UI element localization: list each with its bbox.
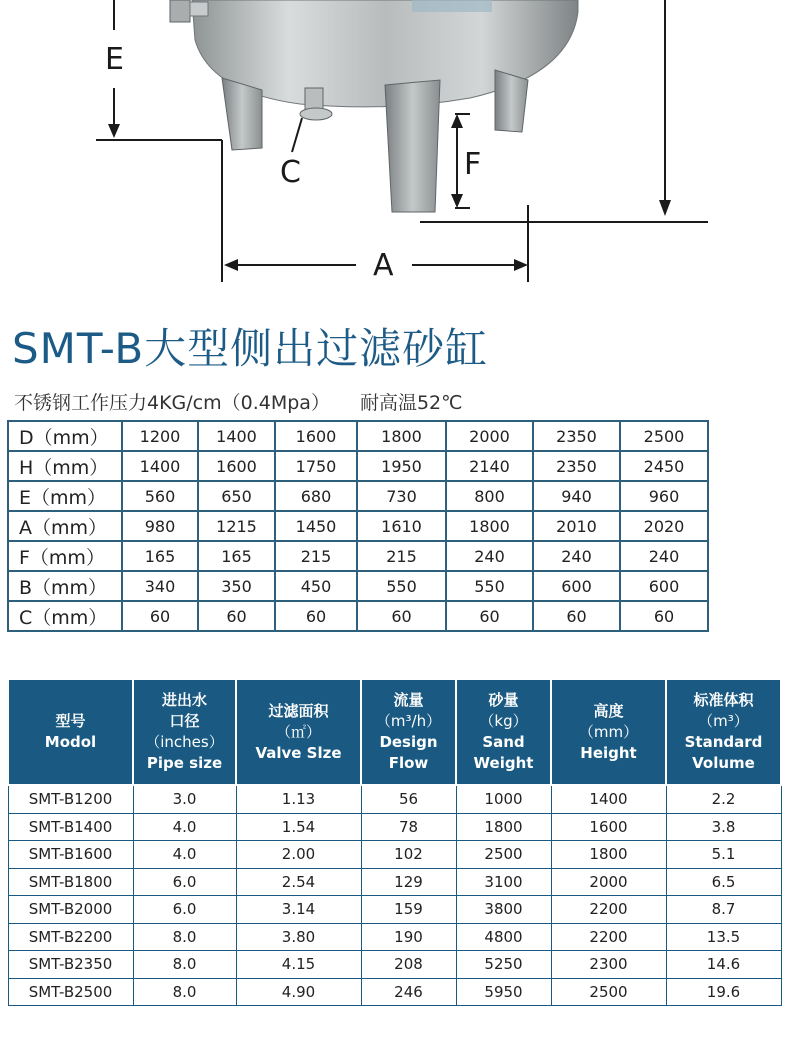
dimension-cell: 1215 [198,511,275,541]
spec-cell: 1800 [551,841,666,869]
dimension-cell: 1610 [357,511,446,541]
dimension-cell: 550 [446,571,533,601]
header-english-label: Valve Slze [255,743,342,762]
dimension-cell: 730 [357,481,446,511]
dimension-cell: 1400 [198,421,275,451]
header-english-label: Design [379,733,438,751]
spec-header-cell [551,679,666,785]
header-english-label: Standard [684,733,763,751]
dimension-label-f: F [464,147,482,182]
spec-row [8,813,781,841]
spec-row [8,951,781,979]
header-unit-label: （m³） [698,712,749,730]
dimension-cell: 2000 [446,421,533,451]
header-chinese-label: 高度 [593,701,624,720]
header-english-label: Pipe size [146,754,223,772]
dimension-cell: 350 [198,571,275,601]
dimension-cell: 1800 [357,421,446,451]
spec-cell: 4.0 [133,813,236,841]
spec-row [8,896,781,924]
spec-cell: 5.1 [666,841,781,869]
header-chinese-label: 砂量 [488,691,519,709]
dimension-cell: 1950 [357,451,446,481]
spec-cell: 208 [361,951,456,979]
dimension-cell: 2010 [533,511,620,541]
spec-cell: 1000 [456,785,551,813]
spec-cell: 2500 [456,841,551,869]
spec-cell: 8.0 [133,923,236,951]
dimension-cell: 2350 [533,451,620,481]
model-cell: SMT-B2000 [8,896,133,924]
spec-cell: 2.2 [666,785,781,813]
spec-cell: 1600 [551,813,666,841]
header-english-label: Height [580,743,637,762]
spec-cell: 2200 [551,923,666,951]
dimension-row-label: D（mm） [8,421,122,451]
dimension-cell: 450 [275,571,357,601]
spec-cell: 2200 [551,896,666,924]
dimension-cell: 600 [533,571,620,601]
dimension-cell: 60 [357,601,446,631]
dimension-row-label: B（mm） [8,571,122,601]
dimensions-table [7,420,709,632]
dimension-cell: 1200 [122,421,198,451]
spec-cell: 3.80 [236,923,361,951]
header-english-label: Volume [692,754,755,772]
spec-header-cell [456,679,551,785]
dimension-cell: 1600 [275,421,357,451]
dimension-row-label: E（mm） [8,481,122,511]
dimension-cell: 240 [446,541,533,571]
spec-cell: 3.14 [236,896,361,924]
spec-row [8,868,781,896]
dimension-row [8,421,708,451]
header-chinese-label: 口径 [169,712,200,730]
spec-cell: 1.13 [236,785,361,813]
dimension-cell: 2350 [533,421,620,451]
spec-cell: 4.90 [236,978,361,1006]
header-english-label: Sand [482,733,525,751]
dimension-cell: 60 [533,601,620,631]
spec-row [8,841,781,869]
header-unit-label: （kg） [479,712,528,730]
dimension-row-label: C（mm） [8,601,122,631]
dimension-row [8,571,708,601]
dimension-row [8,481,708,511]
dimension-cell: 680 [275,481,357,511]
dimension-row [8,601,708,631]
dimension-cell: 1400 [122,451,198,481]
model-cell: SMT-B2350 [8,951,133,979]
dimension-cell: 165 [122,541,198,571]
spec-cell: 78 [361,813,456,841]
pressure-spec: 不锈钢工作压力4KG/cm（0.4Mpa） [14,392,330,414]
header-chinese-label: 进出水 [161,691,207,709]
dimension-label-e: E [105,42,124,77]
dimension-row [8,511,708,541]
spec-cell: 5250 [456,951,551,979]
spec-cell: 8.7 [666,896,781,924]
dimension-cell: 600 [620,571,708,601]
spec-cell: 1800 [456,813,551,841]
dimension-cell: 940 [533,481,620,511]
dimension-cell: 240 [620,541,708,571]
product-title: SMT-B大型侧出过滤砂缸 [12,324,489,373]
spec-cell: 159 [361,896,456,924]
spec-cell: 13.5 [666,923,781,951]
model-cell: SMT-B1200 [8,785,133,813]
spec-cell: 102 [361,841,456,869]
tank-diagram [0,0,786,300]
dimension-cell: 550 [357,571,446,601]
spec-cell: 3.8 [666,813,781,841]
dimension-row-label: F（mm） [8,541,122,571]
spec-cell: 2000 [551,868,666,896]
spec-cell: 8.0 [133,951,236,979]
model-cell: SMT-B1800 [8,868,133,896]
dimension-cell: 1450 [275,511,357,541]
spec-table [7,678,782,1006]
dimension-cell: 800 [446,481,533,511]
dimension-cell: 240 [533,541,620,571]
dimension-label-a: A [373,248,394,283]
spec-cell: 1400 [551,785,666,813]
model-cell: SMT-B2200 [8,923,133,951]
header-english-label: Weight [473,754,534,772]
spec-row [8,978,781,1006]
spec-cell: 4.15 [236,951,361,979]
spec-cell: 8.0 [133,978,236,1006]
dimension-cell: 165 [198,541,275,571]
header-chinese-label: 过滤面积 [268,701,329,720]
model-cell: SMT-B1600 [8,841,133,869]
spec-cell: 3800 [456,896,551,924]
dimension-cell: 340 [122,571,198,601]
dimension-row-label: H（mm） [8,451,122,481]
model-cell: SMT-B2500 [8,978,133,1006]
header-unit-label: （mm） [578,722,639,741]
spec-cell: 190 [361,923,456,951]
dimension-cell: 2450 [620,451,708,481]
model-cell: SMT-B1400 [8,813,133,841]
dimension-cell: 980 [122,511,198,541]
spec-cell: 2.00 [236,841,361,869]
spec-header-cell [361,679,456,785]
spec-header-cell [666,679,781,785]
spec-cell: 19.6 [666,978,781,1006]
dimension-row [8,451,708,481]
spec-row [8,923,781,951]
spec-cell: 129 [361,868,456,896]
spec-cell: 2300 [551,951,666,979]
spec-cell: 6.5 [666,868,781,896]
dimension-cell: 215 [275,541,357,571]
header-unit-label: （m³/h） [375,712,442,730]
dimension-cell: 60 [198,601,275,631]
product-subtitle [14,388,462,415]
dimension-row-label: A（mm） [8,511,122,541]
dimension-label-c: C [280,155,301,190]
dimension-cell: 2140 [446,451,533,481]
dimension-cell: 1600 [198,451,275,481]
dimension-cell: 215 [357,541,446,571]
header-unit-label: （inches） [145,733,224,751]
spec-cell: 6.0 [133,868,236,896]
header-chinese-label: 型号 [55,712,86,730]
dimension-cell: 650 [198,481,275,511]
dimension-cell: 60 [122,601,198,631]
dimension-cell: 1800 [446,511,533,541]
dimension-cell: 60 [275,601,357,631]
spec-row [8,785,781,813]
header-chinese-label: 流量 [393,691,424,709]
dimension-cell: 60 [620,601,708,631]
dimension-cell: 560 [122,481,198,511]
spec-cell: 56 [361,785,456,813]
header-chinese-label: 标准体积 [693,691,754,709]
spec-cell: 246 [361,978,456,1006]
spec-cell: 3100 [456,868,551,896]
dimension-cell: 1750 [275,451,357,481]
spec-cell: 4.0 [133,841,236,869]
spec-cell: 6.0 [133,896,236,924]
temperature-spec: 耐高温52℃ [359,392,463,414]
spec-header-cell [133,679,236,785]
spec-cell: 14.6 [666,951,781,979]
dimension-row [8,541,708,571]
spec-cell: 5950 [456,978,551,1006]
spec-cell: 1.54 [236,813,361,841]
header-english-label: Modol [44,733,97,751]
header-english-label: Flow [388,754,429,772]
spec-cell: 2500 [551,978,666,1006]
dimension-cell: 60 [446,601,533,631]
header-unit-label: （㎡） [275,722,321,741]
spec-header-cell [8,679,133,785]
spec-cell: 2.54 [236,868,361,896]
spec-cell: 4800 [456,923,551,951]
dimension-cell: 960 [620,481,708,511]
spec-header-cell [236,679,361,785]
spec-cell: 3.0 [133,785,236,813]
dimension-cell: 2500 [620,421,708,451]
dimension-cell: 2020 [620,511,708,541]
